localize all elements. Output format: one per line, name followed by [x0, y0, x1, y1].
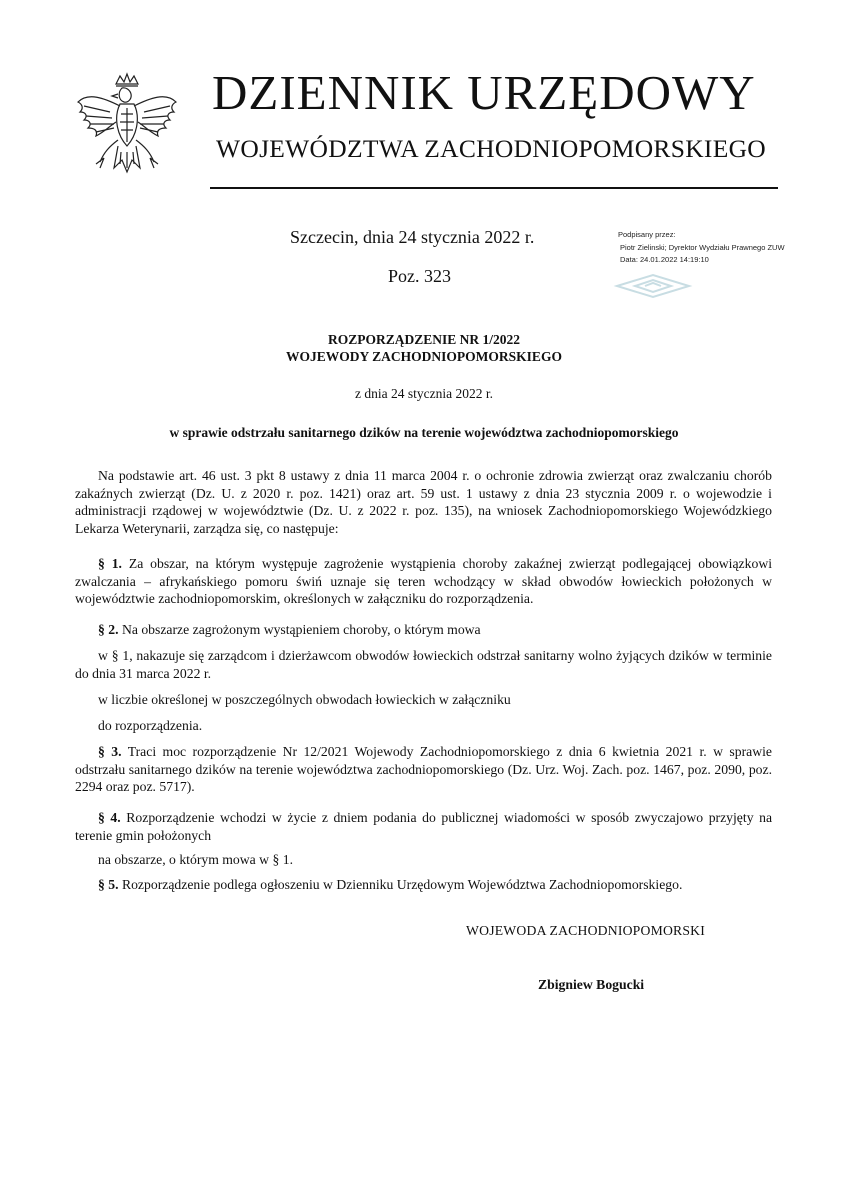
regulation-title-line2: WOJEWODY ZACHODNIOPOMORSKIEGO: [286, 349, 562, 364]
electronic-signature: [618, 229, 785, 267]
section-2-line1-text: Na obszarze zagrożonym wystąpieniem choroby, o którym mowa: [121, 622, 481, 637]
place-and-date: Szczecin, dnia 24 stycznia 2022 r.: [290, 227, 535, 247]
signature-check-icon: [613, 273, 693, 299]
section-1-text: Za obszar, na którym występuje zagrożenie wystąpienia choroby zakaźnej zwierząt podlegającej obowiązkowi zwalczania – afrykańskiego pomoru świń uznaje się teren wchodzący w skład obwodów łowieckich położonych w województwie zachodniopomorskim, określonych w załączniku do rozporządzenia.: [75, 556, 773, 606]
section-5-text: Rozporządzenie podlega ogłoszeniu w Dzienniku Urzędowym Województwa Zachodniopomorskiego.: [121, 877, 683, 892]
section-1-mark: § 1.: [98, 556, 122, 571]
regulation-title: [0, 331, 848, 365]
section-4-text: Rozporządzenie wchodzi w życie z dniem podania do publicznej wiadomości w sposób zwyczajowo przyjęty na terenie gmin położonych: [75, 810, 773, 843]
section-4: [75, 809, 772, 844]
regulation-title-line1: ROZPORZĄDZENIE NR 1/2022: [327, 332, 521, 347]
journal-subtitle: WOJEWÓDZTWA ZACHODNIOPOMORSKIEGO: [216, 134, 767, 163]
signer-name-closing: Zbigniew Bogucki: [538, 977, 645, 992]
section-2-line1: [98, 622, 481, 638]
polish-eagle-emblem-icon: [74, 72, 180, 192]
section-2-line4: do rozporządzenia.: [98, 718, 203, 733]
section-3-mark: § 3.: [98, 744, 122, 759]
section-2-line3: w liczbie określonej w poszczególnych obwodach łowieckich w załączniku: [98, 692, 511, 707]
signer-name: Piotr Zielinski; Dyrektor Wydziału Prawnego ZUW: [620, 242, 785, 252]
section-3-text: Traci moc rozporządzenie Nr 12/2021 Wojewody Zachodniopomorskiego z dnia 6 kwietnia 2021 r. w sprawie odstrzału sanitarnego dzików na terenie województwa zachodniopomorskiego (Dz. Urz. Woj. Zach. poz. 1467, poz. 2090, poz. 2294 oraz poz. 5717).: [75, 744, 772, 794]
header-divider: [210, 187, 778, 189]
regulation-subject: w sprawie odstrzału sanitarnego dzików na terenie województwa zachodniopomorskiego: [169, 425, 679, 440]
voivode-title: WOJEWODA ZACHODNIOPOMORSKI: [466, 923, 706, 938]
section-2-line2: w § 1, nakazuje się zarządcom i dzierżawcom obwodów łowieckich odstrzał sanitarny wolno żyjących dzików w terminie do dnia 31 marca 2022 r.: [75, 648, 772, 681]
section-1: [75, 555, 772, 608]
section-4-mark: § 4.: [98, 810, 121, 825]
section-5: [98, 877, 682, 893]
signature-date: Data: 24.01.2022 14:19:10: [620, 255, 709, 264]
journal-title: DZIENNIK URZĘDOWY: [212, 65, 756, 120]
signed-by-label: Podpisany przez:: [618, 230, 676, 239]
section-3: [75, 743, 772, 796]
intro-paragraph: Na podstawie art. 46 ust. 3 pkt 8 ustawy z dnia 11 marca 2004 r. o ochronie zdrowia zwierząt oraz zwalczaniu chorób zakaźnych zwierząt (Dz. U. z 2020 r. poz. 1421) oraz art. 59 ust. 1 ustawy z dnia 23 stycznia 2009 r. o wojewodzie i administracji rządowej w województwie (Dz. U. z 2022 r. poz. 135), na wniosek Zachodniopomorskiego Wojewódzkiego Lekarza Weterynarii, zarządza się, co następuje:: [75, 468, 772, 536]
regulation-date: z dnia 24 stycznia 2022 r.: [355, 386, 493, 401]
section-2-mark: § 2.: [98, 622, 119, 637]
section-5-mark: § 5.: [98, 877, 119, 892]
section-4-line2: na obszarze, o którym mowa w § 1.: [98, 852, 293, 867]
position-number: Poz. 323: [388, 266, 451, 286]
